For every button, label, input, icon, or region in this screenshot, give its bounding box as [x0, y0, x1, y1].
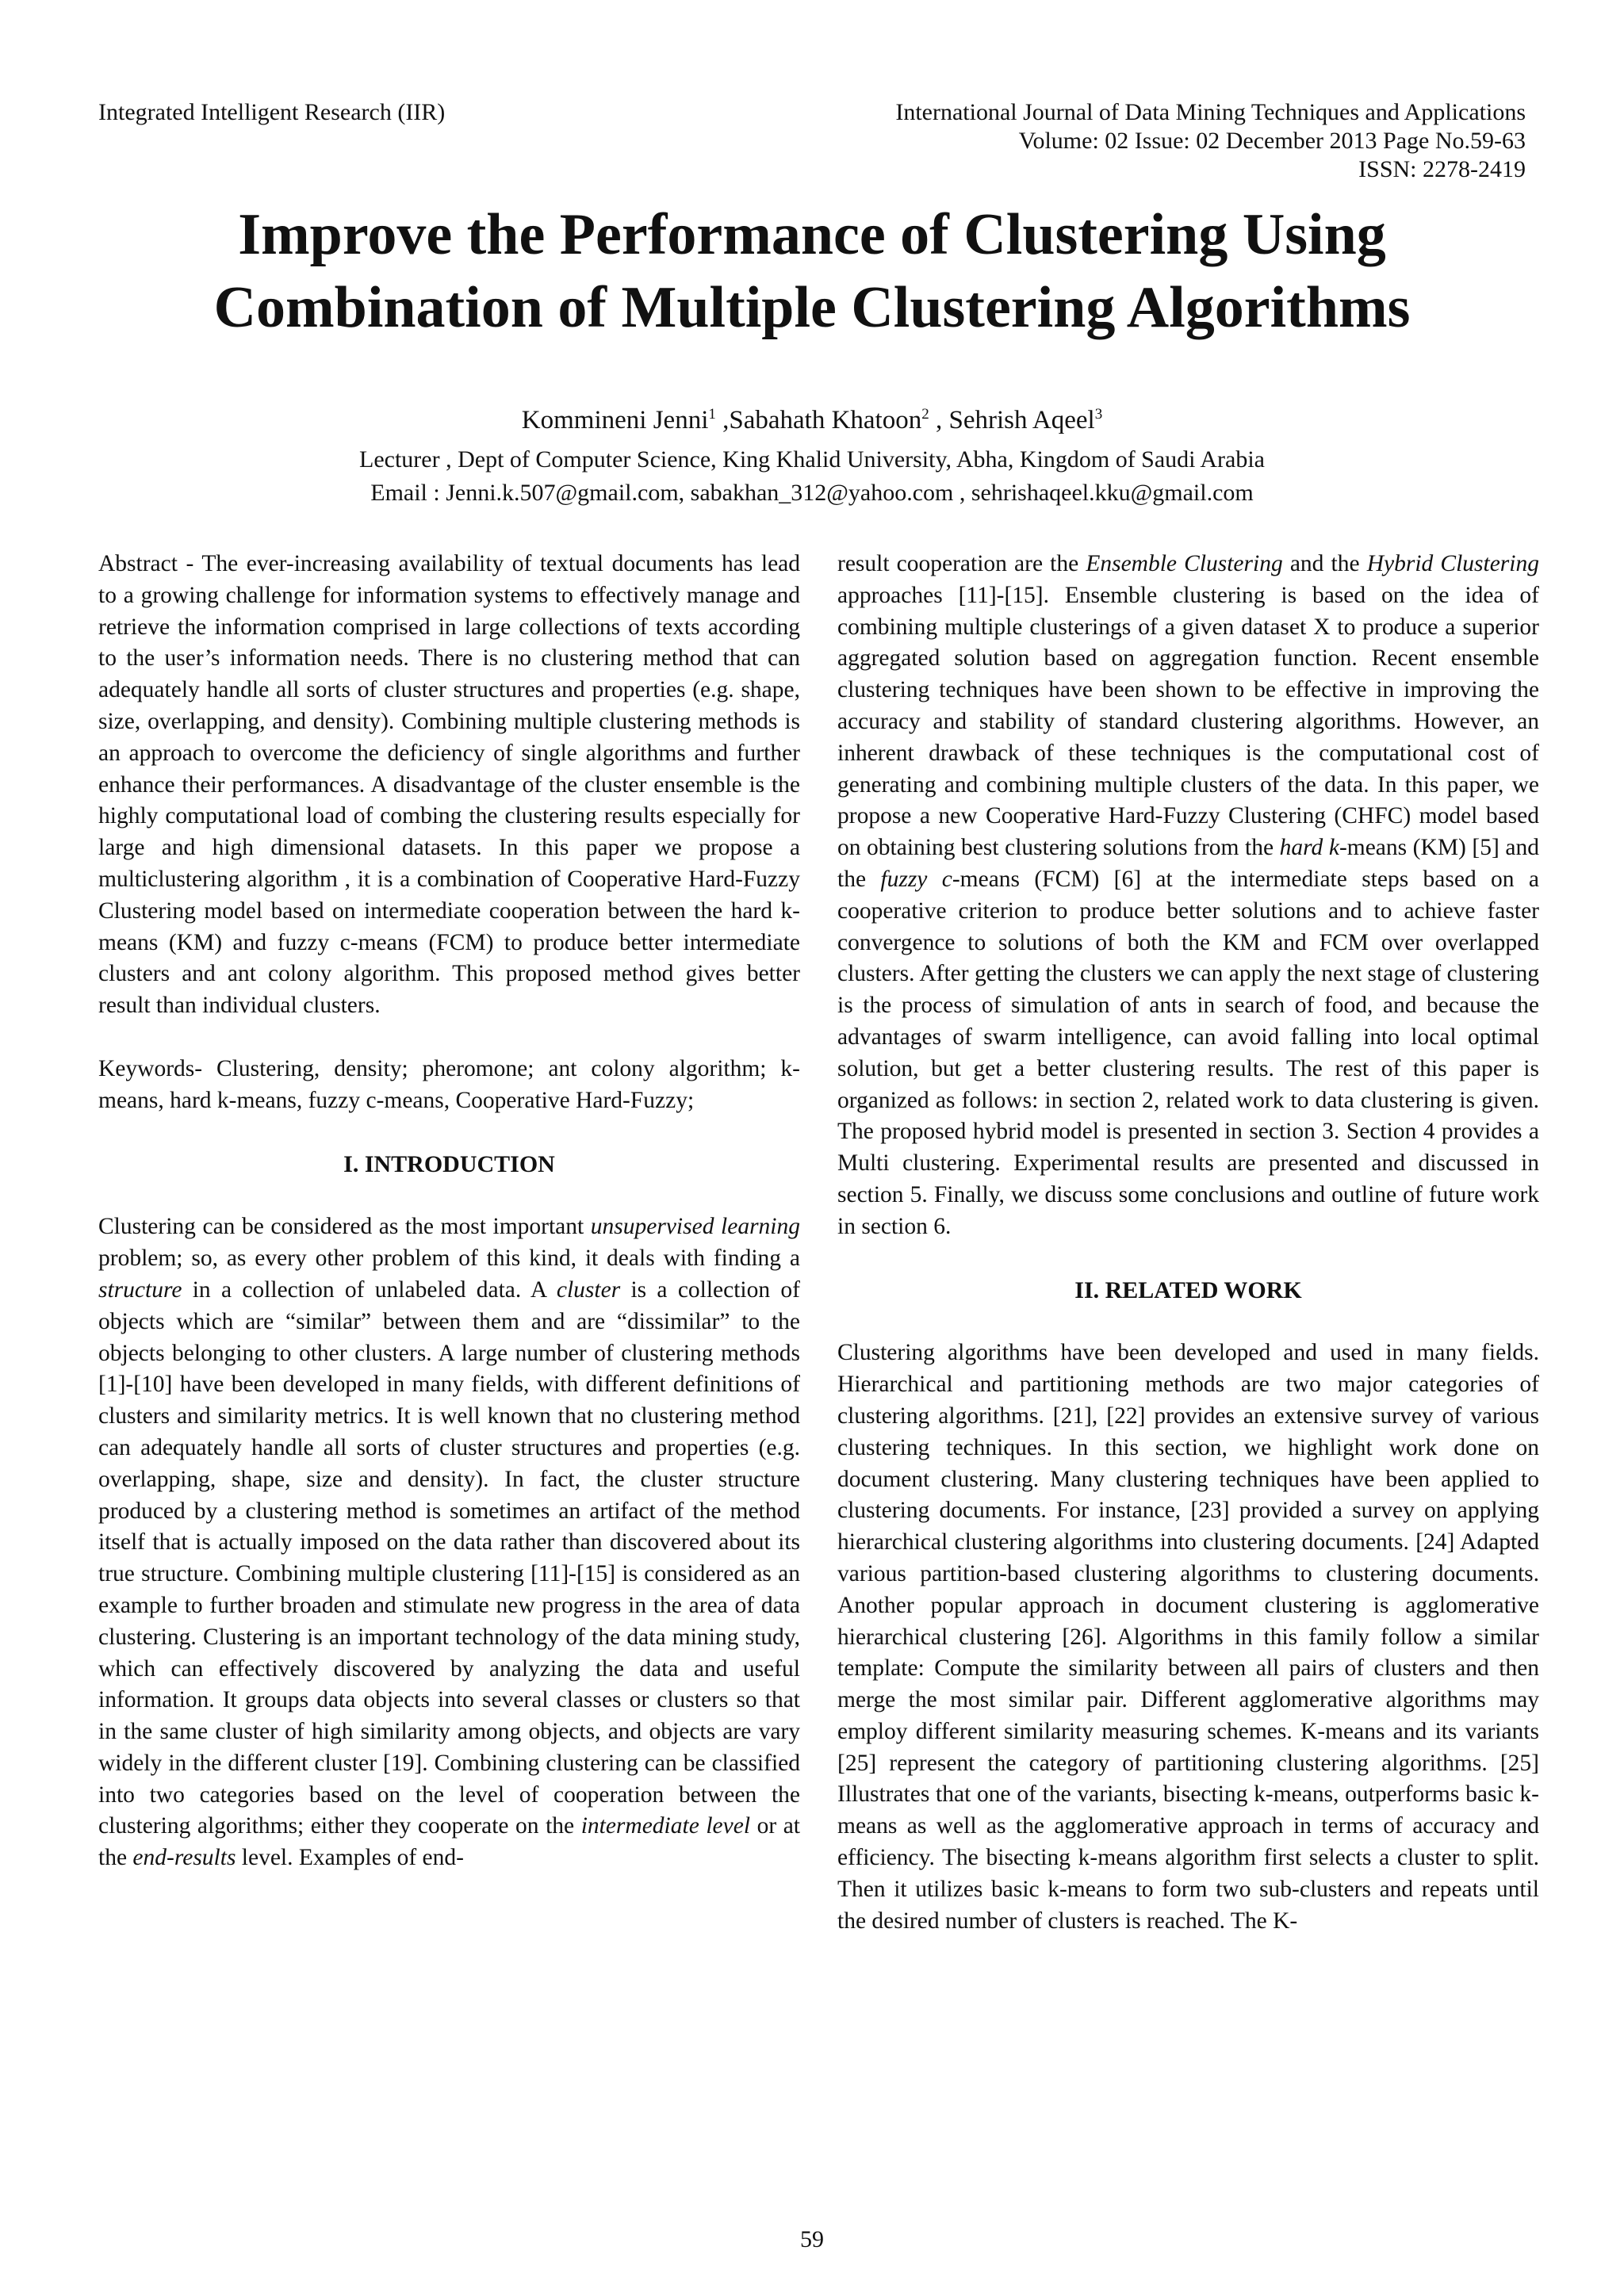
title-line-1: Improve the Performance of Clustering Using	[238, 202, 1386, 267]
journal-publisher: Integrated Intelligent Research (IIR)	[98, 99, 446, 125]
intro-italic: Ensemble Clustering	[1086, 551, 1283, 576]
abstract-text: The ever-increasing availability of textual documents has lead to a growing challenge for information systems to effectively manage and retrieve the information comprised in large collections of texts according to the user’s information needs. There is no clustering method that can adequately handle all sorts of cluster structures and properties (e.g. shape, size, overlapping, and density). Combining multiple clustering methods is an approach to overcome the deficiency of single algorithms and further enhance their performances. A disadvantage of the cluster ensemble is the highly computational load of combing the clustering results especially for large and high dimensional datasets. In this paper we propose a multiclustering algorithm , it is a combination of Cooperative Hard-Fuzzy Clustering model based on intermediate cooperation between the hard k-means (KM) and fuzzy c-means (FCM) to produce better intermediate clusters and ant colony algorithm. This proposed method gives better result than individual clusters.	[98, 551, 801, 1019]
paper-title	[98, 198, 1526, 344]
intro-text: level. Examples of end-	[236, 1845, 464, 1871]
intro-text: Clustering can be considered as the most important	[98, 1214, 591, 1240]
intro-italic: Hybrid Clustering	[1366, 551, 1539, 576]
related-work-paragraph: Clustering algorithms have been developed and used in many fields. Hierarchical and partitioning methods are two major categories of clustering algorithms. [21], [22] provides an extensive survey of various clustering techniques. In this section, we highlight work done on document clustering. Many clustering techniques have been applied to clustering documents. For instance, [23] provided a survey on applying hierarchical clustering algorithms into clustering documents. [24] Adapted various partition-based clustering algorithms to clustering documents. Another popular approach in document clustering is agglomerative hierarchical clustering [26]. Algorithms in this family follow a similar template: Compute the similarity between all pairs of clusters and then merge the most similar pair. Different agglomerative algorithms may employ different similarity measuring schemes. K-means and its variants [25] represent the category of partitioning clustering algorithms. [25] Illustrates that one of the variants, bisecting k-means, outperforms basic k-means as well as the agglomerative approach in terms of accuracy and efficiency. The bisecting k-means algorithm first selects a cluster to split. Then it utilizes basic k-means to form two sub-clusters and repeats until the desired number of clusters is reached. The K-	[837, 1340, 1539, 1934]
right-column	[837, 549, 1539, 1937]
introduction-paragraph-continued	[837, 549, 1539, 1243]
intro-italic: end-results	[132, 1845, 236, 1871]
intro-text: in a collection of unlabeled data. A	[182, 1276, 557, 1303]
section-heading-related-work: II. RELATED WORK	[1074, 1276, 1302, 1303]
intro-text: -means (FCM) [6] at the intermediate steps based on a cooperative criterion to produce better solutions and to achieve faster convergence to solutions of both the KM and FCM over overlapped clusters. After getting the clusters we can apply the next stage of clustering is the process of simulation of ants in search of food, and because the advantages of swarm intelligence, can avoid falling into local optimal solution, but get a better clustering results. The rest of this paper is organized as follows: in section 2, related work to data clustering is given. The proposed hybrid model is presented in section 3. Section 4 provides a Multi clustering. Experimental results are presented and discussed in section 5. Finally, we discuss some conclusions and outline of future work in section 6.	[837, 866, 1539, 1239]
journal-name: International Journal of Data Mining Techniques and Applications	[895, 99, 1526, 125]
intro-text: approaches [11]-[15]. Ensemble clustering is based on the idea of combining multiple clusterings of a given dataset X to produce a superior aggregated solution based on aggregation function. Recent ensemble clustering techniques have been shown to be effective in improving the accuracy and stability of standard clustering algorithms. However, an inherent drawback of these techniques is the computational cost of generating and combining multiple clusters of the data. In this paper, we propose a new Cooperative Hard-Fuzzy Clustering (CHFC) model based on obtaining best clustering solutions from the	[837, 582, 1539, 861]
author-2-sup: 2	[921, 406, 929, 423]
author-3-sup: 3	[1094, 406, 1103, 423]
page-number: 59	[800, 2226, 824, 2252]
intro-text: result cooperation are the	[837, 551, 1086, 576]
journal-issn: ISSN: 2278-2419	[1358, 156, 1526, 182]
intro-text: is a collection of objects which are “similar” between them and are “dissimilar” to the objects belonging to other clusters. A large number of clustering methods [1]-[10] have been developed in many fields, with different definitions of clusters and similarity metrics. It is well known that no clustering method can adequately handle all sorts of cluster structures and properties (e.g. overlapping, shape, size and density). In fact, the cluster structure produced by a clustering method is sometimes an artifact of the method itself that is actually imposed on the data rather than discovered about its true structure. Combining multiple clustering [11]-[15] is considered as an example to further broaden and stimulate new progress in the area of data clustering. Clustering is an important technology of the data mining study, which can effectively discovered by analyzing the data and useful information. It groups data objects into several classes or clusters so that in the same cluster of high similarity among objects, and objects are vary widely in the different cluster [19]. Combining clustering can be classified into two categories based on the level of cooperation between the clustering algorithms; either they cooperate on the	[98, 1276, 800, 1839]
journal-info	[895, 98, 1526, 184]
affiliation: Lecturer , Dept of Computer Science, King Khalid University, Abha, Kingdom of Saudi Arabia	[359, 446, 1265, 473]
journal-volume: Volume: 02 Issue: 02 December 2013 Page No.59-63	[1018, 128, 1526, 154]
intro-text: or at the	[98, 1813, 800, 1871]
intro-italic: cluster	[556, 1276, 621, 1303]
author-1-sup: 1	[708, 406, 716, 423]
author-emails: Email : Jenni.k.507@gmail.com, sabakhan_312@yahoo.com , sehrishaqeel.kku@gmail.com	[370, 480, 1254, 506]
intro-italic: intermediate level	[580, 1813, 751, 1839]
introduction-paragraph	[98, 1211, 800, 1874]
keywords: Keywords- Clustering, density; pheromone; ant colony algorithm; k-means, hard k-means, fuzzy c-means, Cooperative Hard-Fuzzy;	[98, 1055, 800, 1113]
intro-italic: unsupervised learning	[590, 1214, 800, 1240]
intro-italic: structure	[98, 1276, 182, 1303]
intro-text: problem; so, as every other problem of this kind, it deals with finding a	[98, 1246, 800, 1272]
left-column	[98, 549, 800, 1874]
title-line-2: Combination of Multiple Clustering Algorithms	[213, 275, 1411, 340]
intro-text: and the	[1282, 551, 1367, 576]
intro-italic: fuzzy c	[880, 866, 952, 892]
author-2: ,Sabahath Khatoon	[715, 406, 922, 434]
author-1: Kommineni Jenni	[521, 406, 709, 434]
author-3: , Sehrish Aqeel	[929, 406, 1095, 434]
section-heading-introduction: I. INTRODUCTION	[343, 1150, 555, 1177]
intro-text: -means (KM) [5] and the	[837, 835, 1539, 892]
abstract	[98, 549, 800, 1022]
abstract-label: Abstract -	[98, 551, 194, 576]
intro-italic: hard k	[1279, 835, 1339, 861]
author-list	[98, 404, 1526, 436]
